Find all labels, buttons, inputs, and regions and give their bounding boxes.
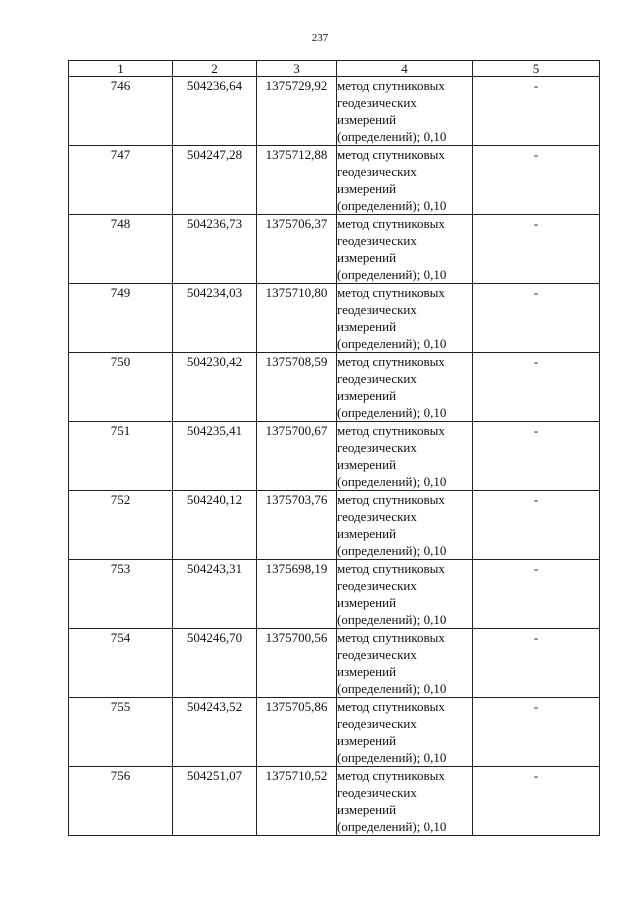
table-row xyxy=(69,422,600,491)
y-coordinate-cell: 1375705,86 xyxy=(257,698,337,767)
page-number: 237 xyxy=(311,32,329,44)
header-col-4: 4 xyxy=(337,61,473,77)
method-line: измерений xyxy=(337,457,397,472)
method-cell xyxy=(337,629,473,698)
header-col-3: 3 xyxy=(257,61,337,77)
note-cell: - xyxy=(473,353,600,422)
method-line: измерений xyxy=(337,595,397,610)
x-coordinate-cell: 504246,70 xyxy=(173,629,257,698)
note-cell: - xyxy=(473,560,600,629)
header-col-5: 5 xyxy=(473,61,600,77)
point-number-cell: 753 xyxy=(69,560,173,629)
method-line: метод спутниковых xyxy=(337,561,445,576)
x-coordinate-cell: 504236,64 xyxy=(173,77,257,146)
x-coordinate-cell: 504230,42 xyxy=(173,353,257,422)
header-col-2: 2 xyxy=(173,61,257,77)
y-coordinate-cell: 1375710,80 xyxy=(257,284,337,353)
point-number-cell: 752 xyxy=(69,491,173,560)
y-coordinate-cell: 1375700,67 xyxy=(257,422,337,491)
method-line: измерений xyxy=(337,181,397,196)
note-cell: - xyxy=(473,422,600,491)
table-row xyxy=(69,629,600,698)
y-coordinate-cell: 1375698,19 xyxy=(257,560,337,629)
header-col-1: 1 xyxy=(69,61,173,77)
method-line: измерений xyxy=(337,802,397,817)
method-line: геодезических xyxy=(337,578,417,593)
method-line: измерений xyxy=(337,733,397,748)
y-coordinate-cell: 1375712,88 xyxy=(257,146,337,215)
x-coordinate-cell: 504243,31 xyxy=(173,560,257,629)
method-line: измерений xyxy=(337,112,397,127)
method-line: геодезических xyxy=(337,509,417,524)
header-row xyxy=(69,61,600,77)
method-line: (определений); 0,10 xyxy=(337,198,447,213)
table-header xyxy=(69,61,600,77)
method-line: геодезических xyxy=(337,371,417,386)
x-coordinate-cell: 504240,12 xyxy=(173,491,257,560)
method-line: метод спутниковых xyxy=(337,423,445,438)
method-cell xyxy=(337,284,473,353)
note-cell: - xyxy=(473,77,600,146)
note-cell: - xyxy=(473,698,600,767)
note-cell: - xyxy=(473,284,600,353)
point-number-cell: 748 xyxy=(69,215,173,284)
method-line: (определений); 0,10 xyxy=(337,750,447,765)
point-number-cell: 756 xyxy=(69,767,173,836)
method-line: метод спутниковых xyxy=(337,492,445,507)
method-line: (определений); 0,10 xyxy=(337,129,447,144)
method-line: (определений); 0,10 xyxy=(337,612,447,627)
method-cell xyxy=(337,560,473,629)
method-cell xyxy=(337,77,473,146)
method-line: измерений xyxy=(337,319,397,334)
method-cell xyxy=(337,767,473,836)
x-coordinate-cell: 504243,52 xyxy=(173,698,257,767)
method-line: геодезических xyxy=(337,302,417,317)
method-line: (определений); 0,10 xyxy=(337,405,447,420)
method-line: метод спутниковых xyxy=(337,630,445,645)
y-coordinate-cell: 1375710,52 xyxy=(257,767,337,836)
point-number-cell: 750 xyxy=(69,353,173,422)
method-line: метод спутниковых xyxy=(337,216,445,231)
x-coordinate-cell: 504235,41 xyxy=(173,422,257,491)
method-line: (определений); 0,10 xyxy=(337,267,447,282)
note-cell: - xyxy=(473,215,600,284)
method-line: измерений xyxy=(337,388,397,403)
point-number-cell: 747 xyxy=(69,146,173,215)
point-number-cell: 749 xyxy=(69,284,173,353)
table-row xyxy=(69,491,600,560)
point-number-cell: 754 xyxy=(69,629,173,698)
method-line: геодезических xyxy=(337,716,417,731)
point-number-cell: 751 xyxy=(69,422,173,491)
method-line: геодезических xyxy=(337,95,417,110)
method-line: геодезических xyxy=(337,233,417,248)
method-cell xyxy=(337,215,473,284)
table-row xyxy=(69,353,600,422)
point-number-cell: 746 xyxy=(69,77,173,146)
table-row xyxy=(69,767,600,836)
method-line: метод спутниковых xyxy=(337,699,445,714)
note-cell: - xyxy=(473,146,600,215)
x-coordinate-cell: 504234,03 xyxy=(173,284,257,353)
note-cell: - xyxy=(473,491,600,560)
x-coordinate-cell: 504247,28 xyxy=(173,146,257,215)
x-coordinate-cell: 504251,07 xyxy=(173,767,257,836)
method-cell xyxy=(337,353,473,422)
note-cell: - xyxy=(473,767,600,836)
method-line: измерений xyxy=(337,250,397,265)
method-line: геодезических xyxy=(337,440,417,455)
point-number-cell: 755 xyxy=(69,698,173,767)
method-line: метод спутниковых xyxy=(337,147,445,162)
method-line: метод спутниковых xyxy=(337,768,445,783)
table-row xyxy=(69,77,600,146)
method-line: измерений xyxy=(337,526,397,541)
x-coordinate-cell: 504236,73 xyxy=(173,215,257,284)
method-line: (определений); 0,10 xyxy=(337,819,447,834)
table-row xyxy=(69,215,600,284)
coordinates-table xyxy=(68,60,600,836)
method-cell xyxy=(337,422,473,491)
table-body xyxy=(69,77,600,836)
method-cell xyxy=(337,146,473,215)
method-line: измерений xyxy=(337,664,397,679)
method-line: (определений); 0,10 xyxy=(337,336,447,351)
method-line: метод спутниковых xyxy=(337,78,445,93)
method-line: метод спутниковых xyxy=(337,285,445,300)
table-row xyxy=(69,560,600,629)
y-coordinate-cell: 1375729,92 xyxy=(257,77,337,146)
method-line: (определений); 0,10 xyxy=(337,543,447,558)
y-coordinate-cell: 1375700,56 xyxy=(257,629,337,698)
table-row xyxy=(69,698,600,767)
method-line: метод спутниковых xyxy=(337,354,445,369)
table-row xyxy=(69,284,600,353)
y-coordinate-cell: 1375703,76 xyxy=(257,491,337,560)
method-line: геодезических xyxy=(337,785,417,800)
y-coordinate-cell: 1375706,37 xyxy=(257,215,337,284)
method-line: (определений); 0,10 xyxy=(337,681,447,696)
method-line: геодезических xyxy=(337,164,417,179)
method-line: геодезических xyxy=(337,647,417,662)
method-cell xyxy=(337,698,473,767)
note-cell: - xyxy=(473,629,600,698)
table-row xyxy=(69,146,600,215)
y-coordinate-cell: 1375708,59 xyxy=(257,353,337,422)
method-cell xyxy=(337,491,473,560)
method-line: (определений); 0,10 xyxy=(337,474,447,489)
